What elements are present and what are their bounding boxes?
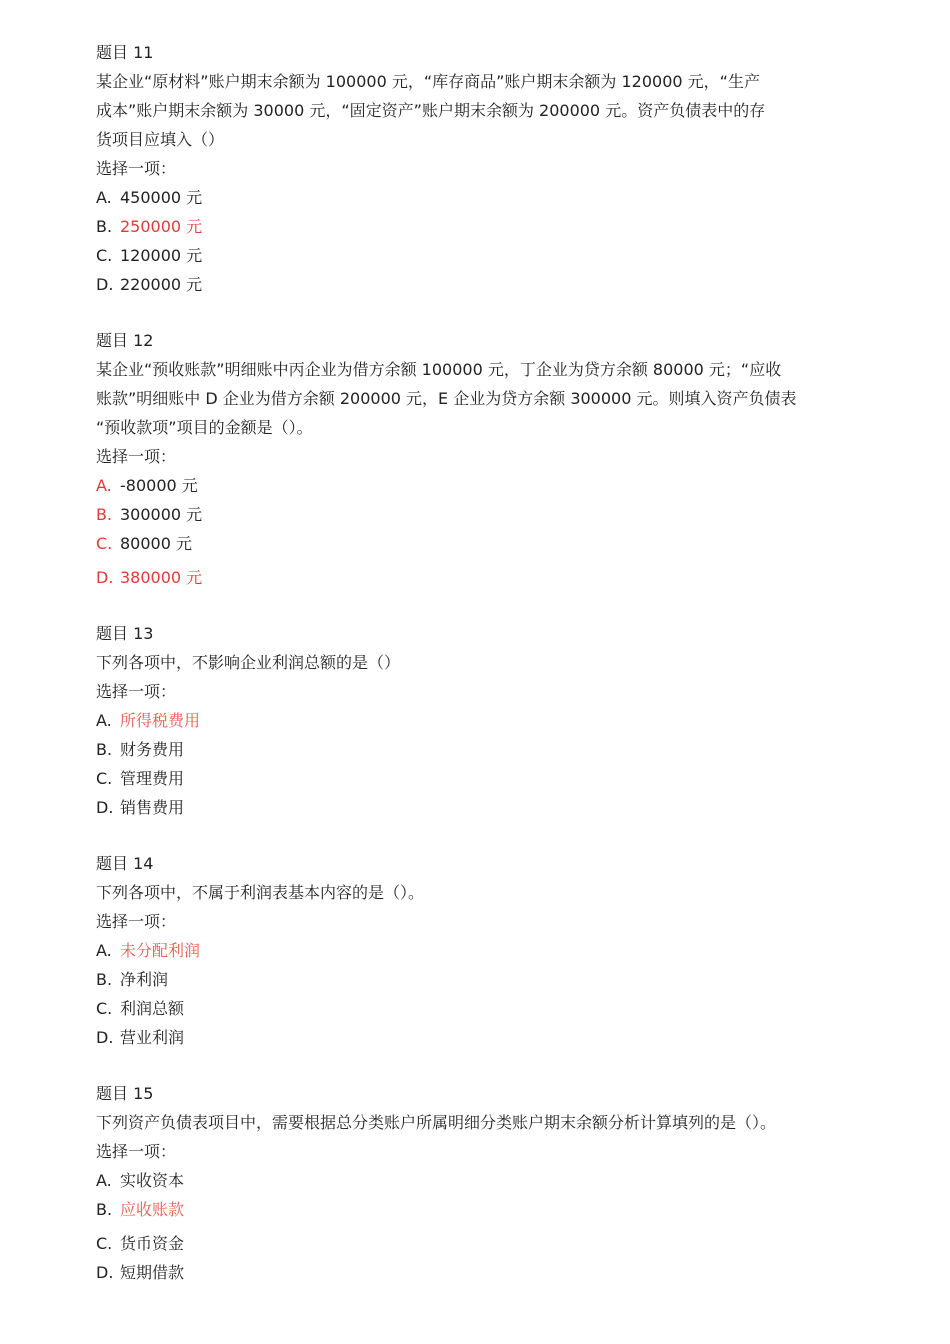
choose-one-prompt: 选择一项：	[96, 912, 177, 931]
option-b[interactable]	[96, 212, 896, 241]
option-text: 营业利润	[120, 1028, 185, 1047]
option-letter: A.	[96, 711, 112, 730]
option-text-highlighted: 380000 元	[120, 568, 203, 587]
question-text: 某企业“原材料”账户期末余额为 100000 元，“库存商品”账户期末余额为 120000 元，“生产	[96, 72, 760, 91]
choose-one-prompt: 选择一项：	[96, 447, 177, 466]
option-text-highlighted: 应收账款	[120, 1200, 185, 1219]
option-d[interactable]	[96, 1258, 896, 1287]
option-letter-highlighted: A.	[96, 476, 112, 495]
option-text: 实收资本	[120, 1171, 185, 1190]
question-text: “预收款项”项目的金额是（）。	[96, 418, 313, 437]
option-text: 120000 元	[120, 246, 203, 265]
option-letter: D.	[96, 1028, 114, 1047]
option-c[interactable]	[96, 529, 896, 558]
option-a[interactable]	[96, 1166, 896, 1195]
choose-one-prompt: 选择一项：	[96, 682, 177, 701]
choose-one-prompt: 选择一项：	[96, 1142, 177, 1161]
question-title: 题目 15	[96, 1084, 154, 1103]
option-text: 货币资金	[120, 1234, 185, 1253]
question-title: 题目 11	[96, 43, 154, 62]
question-11	[96, 38, 896, 299]
question-13	[96, 619, 896, 822]
option-letter: D.	[96, 275, 114, 294]
option-letter: B.	[96, 740, 113, 759]
option-letter: B.	[96, 1200, 113, 1219]
option-letter-highlighted: D.	[96, 568, 114, 587]
option-a[interactable]	[96, 471, 896, 500]
option-letter: D.	[96, 798, 114, 817]
option-text: 销售费用	[120, 798, 185, 817]
option-b[interactable]	[96, 735, 896, 764]
option-letter: C.	[96, 1234, 113, 1253]
option-text: -80000 元	[120, 476, 198, 495]
option-text: 净利润	[120, 970, 169, 989]
option-letter: B.	[96, 970, 113, 989]
question-14	[96, 849, 896, 1052]
question-15	[96, 1079, 896, 1287]
option-d[interactable]	[96, 793, 896, 822]
question-text: 某企业“预收账款”明细账中丙企业为借方余额 100000 元，丁企业为贷方余额 80000 元；“应收	[96, 360, 782, 379]
option-d[interactable]	[96, 270, 896, 299]
question-text: 成本”账户期末余额为 30000 元，“固定资产”账户期末余额为 200000 元。资产负债表中的存	[96, 101, 766, 120]
option-b[interactable]	[96, 965, 896, 994]
option-b[interactable]	[96, 1195, 896, 1224]
option-a[interactable]	[96, 183, 896, 212]
option-c[interactable]	[96, 241, 896, 270]
option-letter-highlighted: C.	[96, 534, 113, 553]
option-letter: B.	[96, 217, 113, 236]
question-text: 账款”明细账中 D 企业为借方余额 200000 元，E 企业为贷方余额 300000 元。则填入资产负债表	[96, 389, 797, 408]
option-text: 450000 元	[120, 188, 203, 207]
option-letter-highlighted: B.	[96, 505, 113, 524]
option-a[interactable]	[96, 936, 896, 965]
question-title: 题目 14	[96, 854, 154, 873]
option-letter: C.	[96, 246, 113, 265]
option-a[interactable]	[96, 706, 896, 735]
option-text: 管理费用	[120, 769, 185, 788]
option-c[interactable]	[96, 764, 896, 793]
option-text: 80000 元	[120, 534, 192, 553]
option-d[interactable]	[96, 563, 896, 592]
option-letter: D.	[96, 1263, 114, 1282]
option-text: 财务费用	[120, 740, 185, 759]
option-letter: A.	[96, 1171, 112, 1190]
option-c[interactable]	[96, 994, 896, 1023]
option-text: 利润总额	[120, 999, 185, 1018]
option-letter: C.	[96, 999, 113, 1018]
option-b[interactable]	[96, 500, 896, 529]
option-text: 短期借款	[120, 1263, 185, 1282]
option-letter: A.	[96, 188, 112, 207]
question-text: 下列各项中，不属于利润表基本内容的是（）。	[96, 883, 425, 902]
option-text-highlighted: 所得税费用	[120, 711, 201, 730]
question-title: 题目 13	[96, 624, 154, 643]
question-text: 货项目应填入（）	[96, 130, 225, 149]
option-text-highlighted: 未分配利润	[120, 941, 201, 960]
option-c[interactable]	[96, 1229, 896, 1258]
option-letter: C.	[96, 769, 113, 788]
option-text: 220000 元	[120, 275, 203, 294]
question-12	[96, 326, 896, 592]
option-letter: A.	[96, 941, 112, 960]
document-page	[96, 38, 896, 1314]
option-d[interactable]	[96, 1023, 896, 1052]
option-text-highlighted: 250000 元	[120, 217, 203, 236]
question-text: 下列各项中，不影响企业利润总额的是（）	[96, 653, 401, 672]
option-text: 300000 元	[120, 505, 203, 524]
question-text: 下列资产负债表项目中，需要根据总分类账户所属明细分类账户期末余额分析计算填列的是（）。	[96, 1113, 777, 1132]
choose-one-prompt: 选择一项：	[96, 159, 177, 178]
question-title: 题目 12	[96, 331, 154, 350]
